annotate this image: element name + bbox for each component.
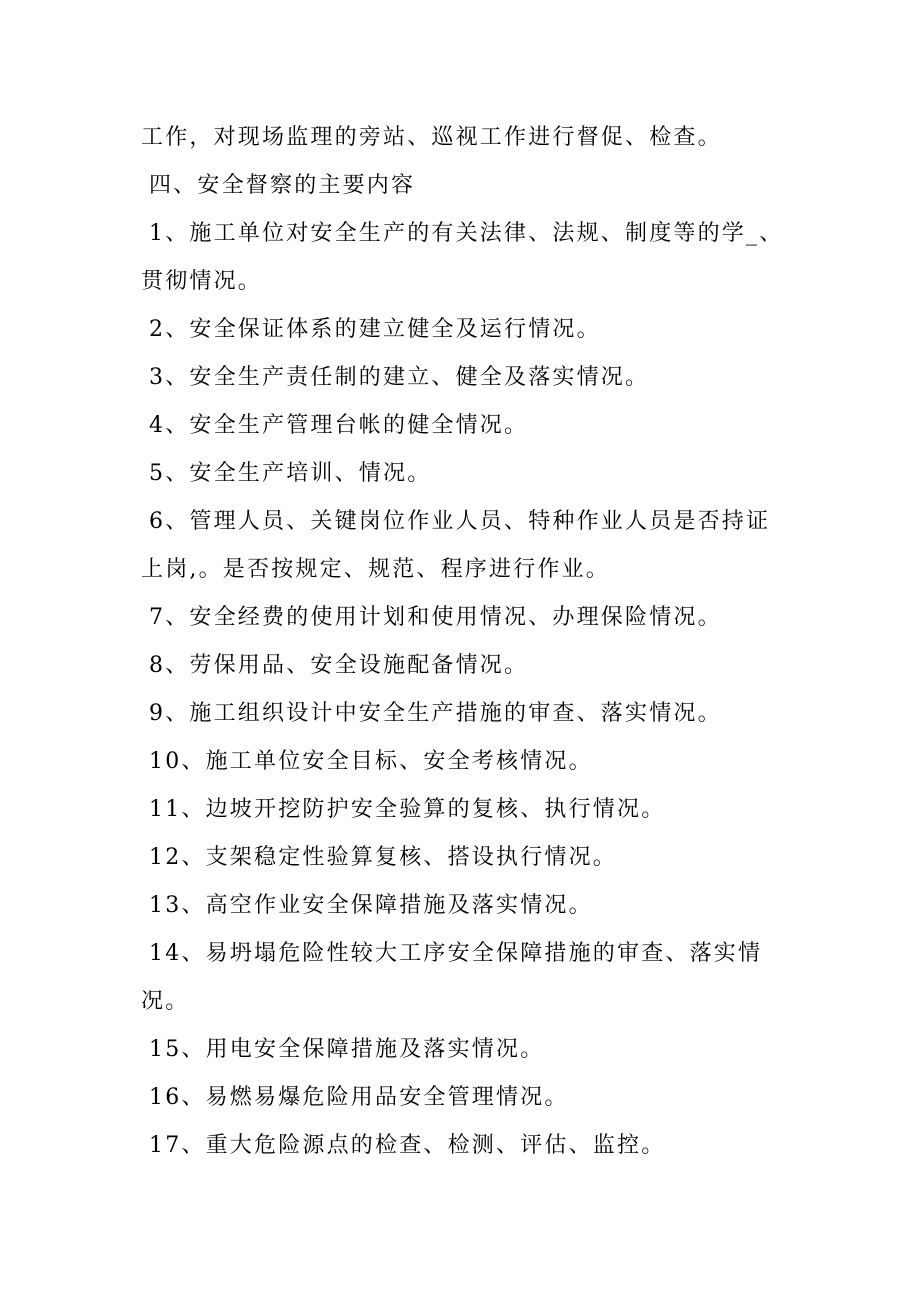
list-item-9: 9、施工组织设计中安全生产措施的审查、落实情况。 (149, 701, 722, 726)
list-item-5: 5、安全生产培训、情况。 (149, 461, 432, 486)
list-item-6-continuation: 上岗,。是否按规定、规范、程序进行作业。 (141, 557, 610, 582)
list-item-13: 13、高空作业安全保障措施及落实情况。 (149, 893, 593, 918)
list-item-11: 11、边坡开挖防护安全验算的复核、执行情况。 (149, 797, 666, 822)
list-item-14-continuation: 况。 (141, 989, 190, 1014)
list-item-15: 15、用电安全保障措施及落实情况。 (149, 1037, 545, 1062)
list-item-6: 6、管理人员、关键岗位作业人员、特种作业人员是否持证 (149, 509, 771, 534)
list-item-4: 4、安全生产管理台帐的健全情况。 (149, 413, 529, 438)
list-item-8: 8、劳保用品、安全设施配备情况。 (149, 653, 529, 678)
list-item-16: 16、易燃易爆危险用品安全管理情况。 (149, 1085, 569, 1110)
list-item-14: 14、易坍塌危险性较大工序安全保障措施的审查、落实情 (149, 941, 763, 966)
list-item-17: 17、重大危险源点的检查、检测、评估、监控。 (149, 1133, 666, 1158)
document-body (141, 114, 821, 1170)
list-item-2: 2、安全保证体系的建立健全及运行情况。 (149, 317, 601, 342)
paragraph-continuation: 工作，对现场监理的旁站、巡视工作进行督促、检查。 (141, 125, 722, 150)
list-item-10: 10、施工单位安全目标、安全考核情况。 (149, 749, 593, 774)
list-item-7: 7、安全经费的使用计划和使用情况、办理保险情况。 (149, 605, 722, 630)
list-item-1-continuation: 贯彻情况。 (141, 269, 263, 294)
list-item-3: 3、安全生产责任制的建立、健全及落实情况。 (149, 365, 650, 390)
list-item-1: 1、施工单位对安全生产的有关法律、法规、制度等的学_、 (149, 221, 784, 246)
section-heading: 四、安全督察的主要内容 (149, 173, 416, 198)
list-item-12: 12、支架稳定性验算复核、搭设执行情况。 (149, 845, 617, 870)
